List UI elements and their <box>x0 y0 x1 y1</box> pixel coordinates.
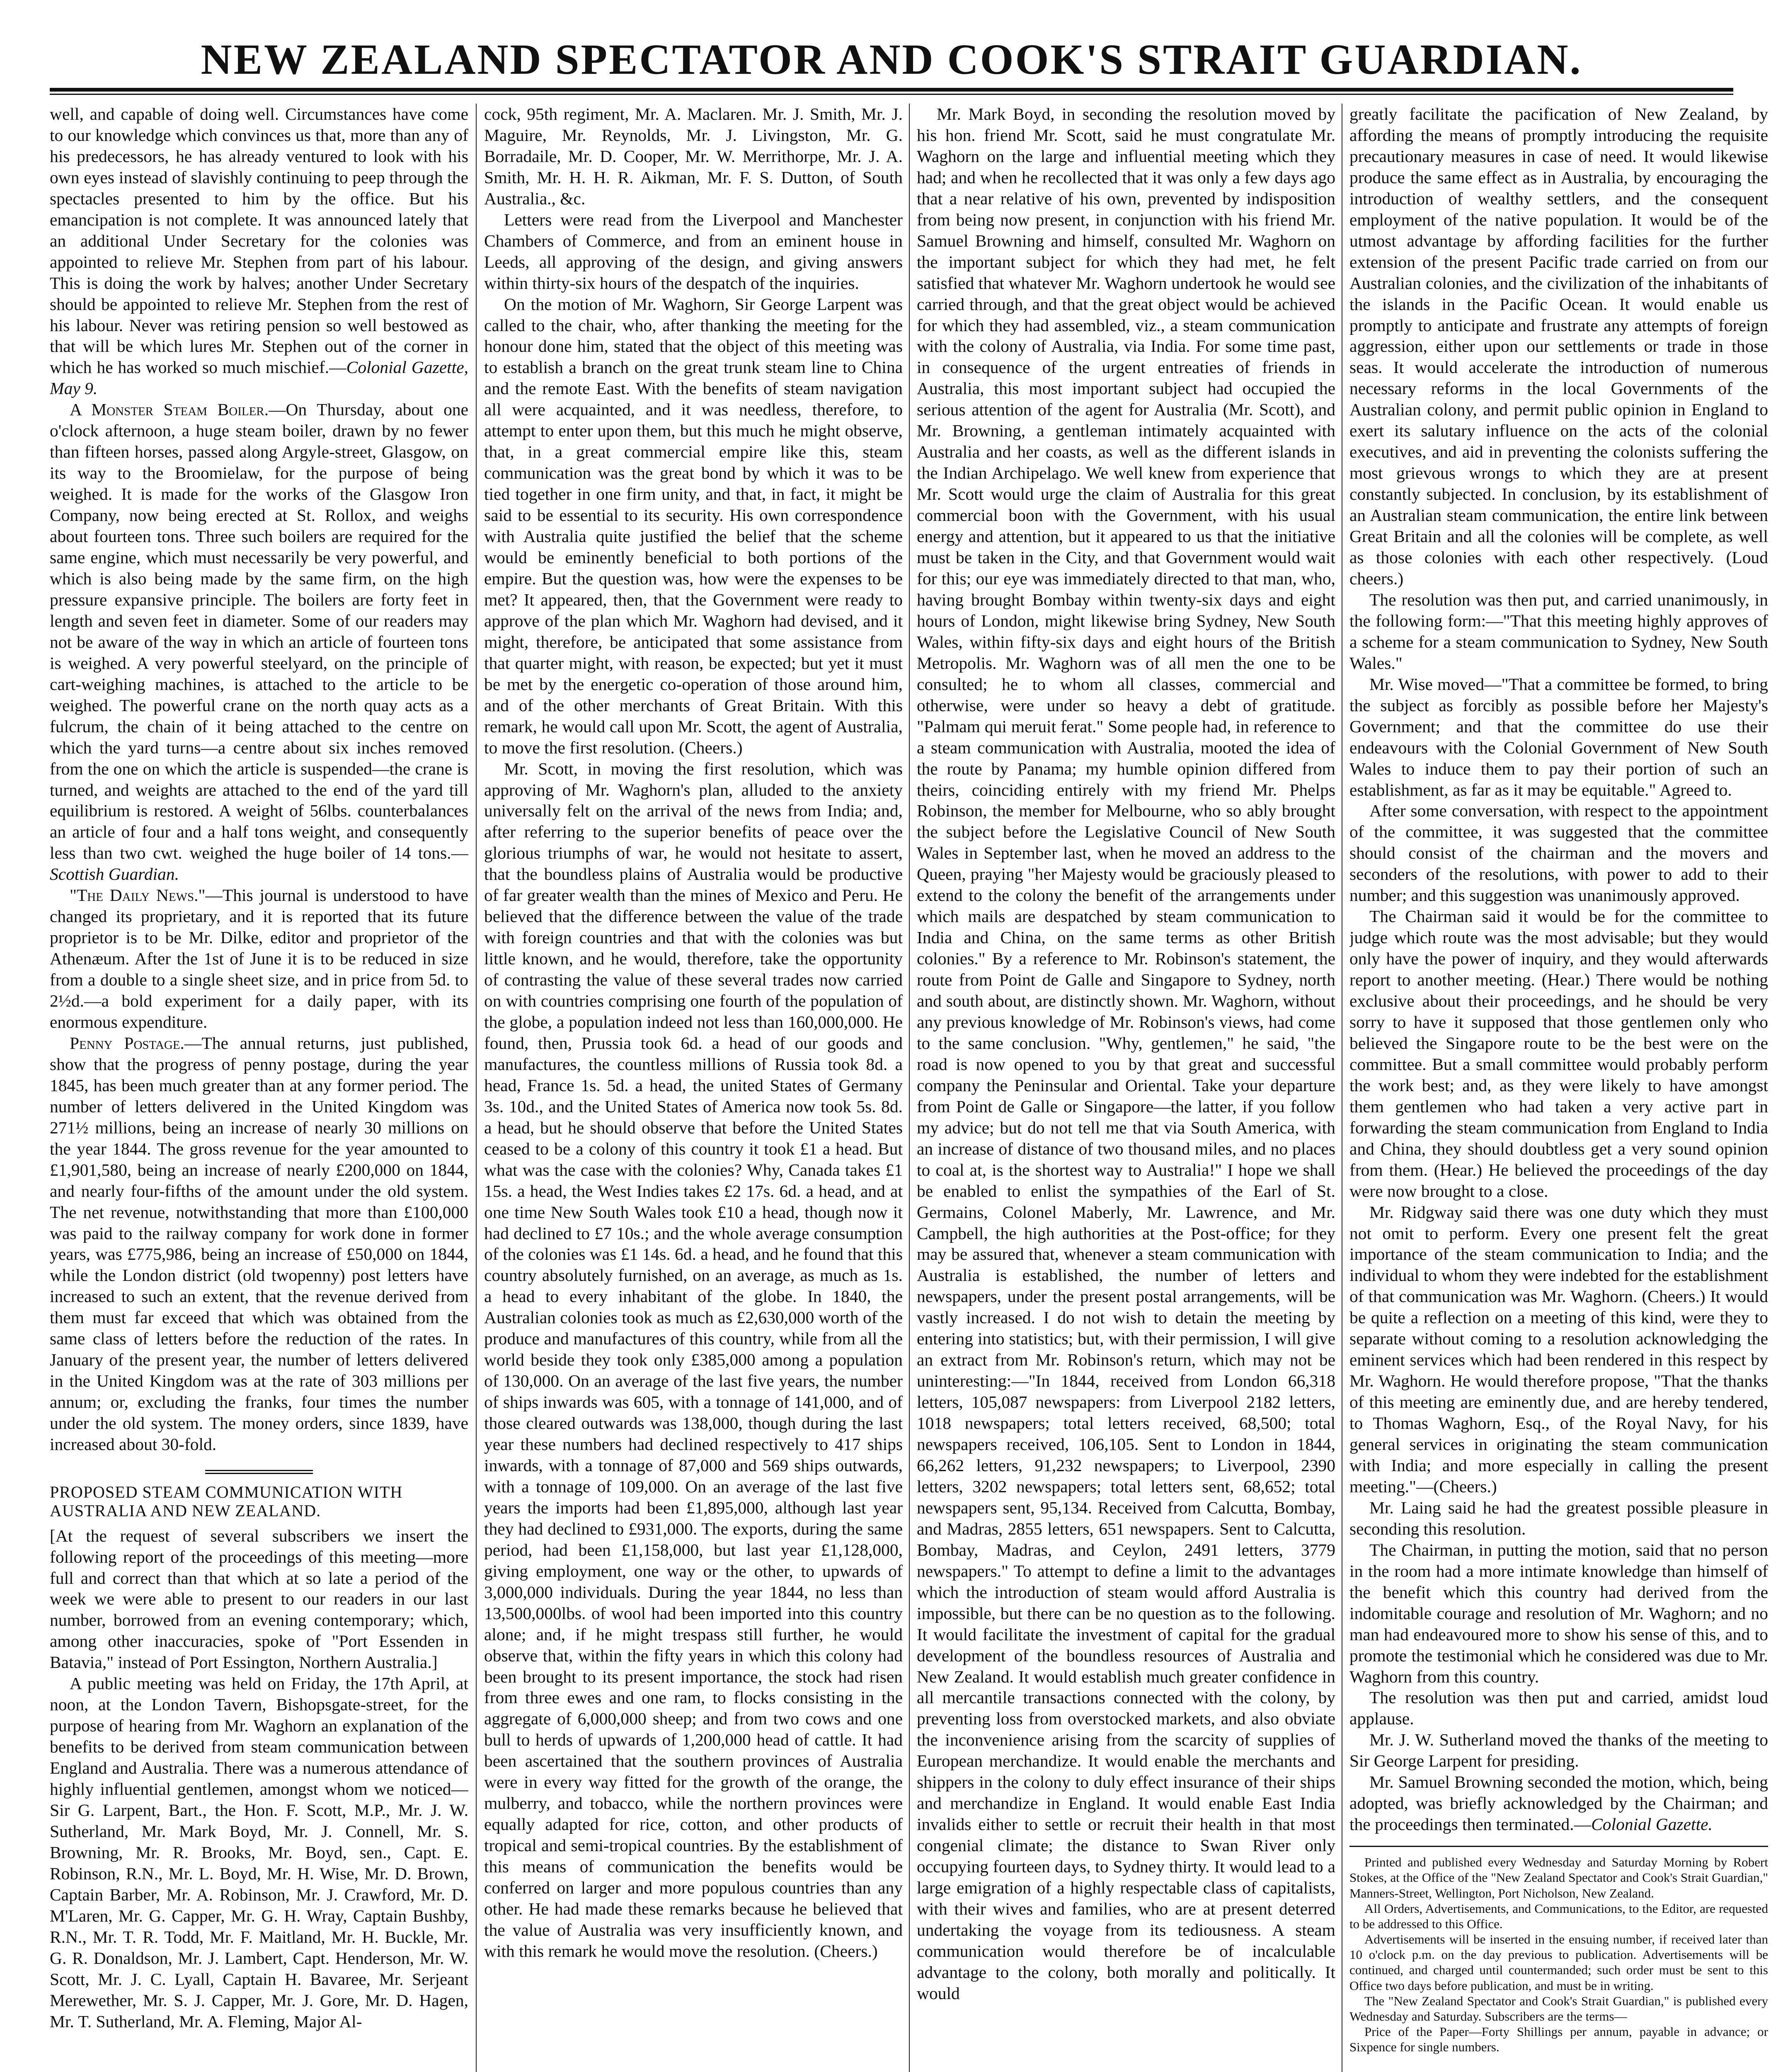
article-paragraph: Mr. Laing said he had the greatest possible pleasure in seconding this resolution. <box>1349 1498 1768 1538</box>
column-divider <box>909 104 910 2072</box>
source-credit: Scottish Guardian. <box>50 864 179 884</box>
masthead-rule-thin <box>50 94 1733 95</box>
masthead-rule-thick <box>50 88 1733 92</box>
column-3 <box>917 104 1335 2072</box>
masthead <box>0 0 1783 95</box>
article-paragraph: On the motion of Mr. Waghorn, Sir George Larpent was called to the chair, who, after thanking the meeting for the honour done him, stated that the object of this meeting was to establish a branch on the great trunk steam line to China and the remote East. With the benefits of steam navigation all were acquainted, and it was needless, therefore, to attempt to enter upon them, but this much he might observe, that, in a great commercial empire like this, steam communication was the great bond by which it was to be tied together in one firm unity, and that, in fact, it might be said to be essential to its security. His own correspondence with Australia quite justified the belief that the scheme would be eminently beneficial to both portions of the empire. But the question was, how were the expenses to be met? It appeared, then, that the Government were ready to approve of the plan which Mr. Waghorn had devised, and it might, therefore, be anticipated that some assistance from that quarter might, with reason, be expected; but yet it must be met by the energetic co-operation of those around him, and of the other merchants of Great Britain. With this remark, he would call upon Mr. Scott, the agent of Australia, to move the first resolution. (Cheers.) <box>484 294 903 757</box>
imprint-line: Advertisements will be inserted in the ensuing number, if received later than 10 o'clock p.m. on the day previous to publication. Advertisements will be continued, and charged until countermanded; such order must be sent to this Office two days before publication, and must be in writing. <box>1349 1932 1768 1993</box>
article-paragraph: Mr. J. W. Sutherland moved the thanks of the meeting to Sir George Larpent for presiding. <box>1349 1730 1768 1771</box>
article-paragraph: A Monster Steam Boiler.—On Thursday, about one o'clock afternoon, a huge steam boiler, drawn by no fewer than fifteen horses, passed along Argyle-street, Glasgow, on its way to the Broomielaw, for the purpose of being weighed. It is made for the works of the Glasgow Iron Company, now being erected at St. Rollox, and weighs about fourteen tons. Three such boilers are required for the same engine, which must necessarily be very powerful, and which is also being made by the same firm, on the high pressure expansive principle. The boilers are forty feet in length and seven feet in diameter. Some of our readers may not be aware of the way in which an article of fourteen tons is weighed. A very powerful steelyard, on the principle of cart-weighing machines, is attached to the article to be weighed. The powerful crane on the north quay acts as a fulcrum, the chain of it being attached to the centre on which the yard turns—a centre about six inches removed from the one on which the article is suspended—the crane is turned, and weights are attached to the end of the yard till equilibrium is restored. A weight of 56lbs. counterbalances an article of four and a half tons weight, and consequently less than two cwt. weighed the huge boiler of 14 tons.—Scottish Guardian. <box>50 400 468 884</box>
article-paragraph: Penny Postage.—The annual returns, just published, show that the progress of penny postage, during the year 1845, has been much greater than at any former period. The number of letters delivered in the United Kingdom was 271½ millions, being an increase of nearly 30 millions on the year 1844. The gross revenue for the year amounted to £1,901,580, being an increase of nearly £200,000 on 1844, and nearly four-fifths of the amount under the old system. The net revenue, notwithstanding that more than £100,000 was paid to the railway company for work done in former years, was £775,986, being an increase of £50,000 on 1844, while the London district (old twopenny) post letters have increased to such an extent, that the revenue derived from them must far exceed that which was obtained from the same class of letters before the reduction of the rates. In January of the present year, the number of letters delivered in the United Kingdom was at the rate of 303 millions per annum; or, excluding the franks, four times the number under the old system. The money orders, since 1839, have increased about 30-fold. <box>50 1033 468 1454</box>
article-paragraph: cock, 95th regiment, Mr. A. Maclaren. Mr. J. Smith, Mr. J. Maguire, Mr. Reynolds, Mr. J. Livingston, Mr. G. Borradaile, Mr. D. Cooper, Mr. W. Merrithorpe, Mr. J. A. Smith, Mr. H. H. R. Aikman, Mr. F. S. Dutton, of South Australia., &c. <box>484 104 903 208</box>
article-paragraph: The Chairman said it would be for the committee to judge which route was the most advisable; but they would only have the power of inquiry, and they would afterwards report to another meeting. (Hear.) There would be nothing exclusive about their proceedings, and he should be very sorry to have it supposed that those gentlemen only who believed the Singapore route to be the best were on the committee. But a small committee would probably perform the work best; and, as they were likely to have amongst them gentlemen who had taken a very active part in forwarding the steam communication from England to India and China, they should doubtless get a very sound opinion from them. (Hear.) He believed the proceedings of the day were now brought to a close. <box>1349 907 1768 1201</box>
article-paragraph: Mr. Ridgway said there was one duty which they must not omit to perform. Every one present felt the great importance of the steam communication to India; and the individual to whom they were indebted for the establishment of that communication was Mr. Waghorn. (Cheers.) It would be quite a reflection on a meeting of this kind, were they to separate without coming to a resolution acknowledging the eminent services which had been rendered in this respect by Mr. Waghorn. He would therefore propose, "That the thanks of this meeting are eminently due, and are hereby tendered, to Thomas Waghorn, Esq., of the Royal Navy, for his general services in originating the steam communication with India; and more especially in calling the present meeting."—(Cheers.) <box>1349 1202 1768 1496</box>
article-paragraph: "The Daily News."—This journal is understood to have changed its proprietary, and it is reported that its future proprietor is to be Mr. Dilke, editor and proprietor of the Athenæum. After the 1st of June it is to be reduced in size from a double to a single sheet size, and in price from 5d. to 2½d.—a bold experiment for a daily paper, with its enormous expenditure. <box>50 886 468 1031</box>
article-paragraph: The resolution was then put, and carried unanimously, in the following form:—"That this meeting highly approves of a scheme for a steam communication to Sydney, New South Wales." <box>1349 590 1768 673</box>
article-paragraph: Mr. Wise moved—"That a committee be formed, to bring the subject as forcibly as possible before her Majesty's Government; and that the committee do use their endeavours with the Colonial Government of New South Wales to induce them to pay their portion of such an establishment, as far as it may be equitable." Agreed to. <box>1349 674 1768 799</box>
section-rule <box>205 1470 313 1471</box>
column-1 <box>50 104 468 2072</box>
article-paragraph: greatly facilitate the pacification of New Zealand, by affording the means of promptly introducing the requisite precautionary measures in case of need. It would likewise produce the same effect as in Australia, by encouraging the introduction of wealthy settlers, and the consequent employment of the native population. It would be of the utmost advantage by affording facilities for the further extension of the present Pacific trade carried on from our Australian colonies, and the civilization of the inhabitants of the islands in the Pacific Ocean. It would enable us promptly to anticipate and frustrate any attempts of foreign aggression, either upon our settlements or trade in those seas. It would accelerate the introduction of numerous necessary reforms in the local Governments of the Australian colony, and permit public opinion in England to exert its salutary influence on the acts of the colonial executives, and aid in preventing the colonists suffering the most grievous wrongs to which they are at present constantly subjected. In conclusion, by its establishment of an Australian steam communication, the entire link between Great Britain and all the colonies will be complete, as well as those colonies with each other respectively. (Loud cheers.) <box>1349 104 1768 588</box>
article-paragraph: Letters were read from the Liverpool and Manchester Chambers of Commerce, and from an eminent house in Leeds, all approving of the design, and giving answers within thirty-six hours of the despatch of the inquiries. <box>484 210 903 293</box>
article-paragraph: The Chairman, in putting the motion, said that no person in the room had a more intimate knowledge than himself of the benefit which this country had derived from the indomitable courage and resolution of Mr. Waghorn; and no man had endeavoured more to show his sense of this, and to promote the testimonial which he considered was due to Mr. Waghorn from this country. <box>1349 1540 1768 1686</box>
imprint-line: The "New Zealand Spectator and Cook's Strait Guardian," is published every Wednesday and Saturday. Subscribers are the terms— <box>1349 1993 1768 2024</box>
imprint-line: Printed and published every Wednesday and Saturday Morning by Robert Stokes, at the Office of the "New Zealand Spectator and Cook's Strait Guardian," Manners-Street, Wellington, Port Nicholson, New Zealand. <box>1349 1855 1768 1900</box>
section-heading: PROPOSED STEAM COMMUNICATION WITH AUSTRALIA AND NEW ZEALAND. <box>50 1483 403 1520</box>
column-2 <box>484 104 903 2072</box>
column-4 <box>1349 104 1768 2072</box>
article-paragraph: well, and capable of doing well. Circumstances have come to our knowledge which convinces us that, more than any of his predecessors, he has already ventured to look with his own eyes instead of slavishly continuing to peep through the spectacles presented to him by the office. But his emancipation is not complete. It was announced lately that an additional Under Secretary for the colonies was appointed to relieve Mr. Stephen from part of his labour. This is doing the work by halves; another Under Secretary should be appointed to relieve Mr. Stephen from the rest of his labour. Never was retiring pension so well bestowed as that will be which lures Mr. Stephen out of the corner in which he has worked so much mischief.—Colonial Gazette, May 9. <box>50 104 468 398</box>
imprint-line: All Orders, Advertisements, and Communications, to the Editor, are requested to be addressed to this Office. <box>1349 1901 1768 1931</box>
article-paragraph: Mr. Scott, in moving the first resolution, which was approving of Mr. Waghorn's plan, alluded to the anxiety universally felt on the arrival of the news from India; and, after referring to the superior benefits of peace over the glorious triumphs of war, he would not hesitate to assert, that the boundless plains of Australia would be productive of far greater wealth than the mines of Mexico and Peru. He believed that the difference between the value of the trade with foreign countries and that with the colonies was but little known, and he would, therefore, take the opportunity of contrasting the value of these several trades now carried on with countries comprising one fourth of the population of the globe, a population indeed not less than 160,000,000. He found, then, Prussia took 6d. a head of our goods and manufactures, the countless millions of Russia took 8d. a head, France 1s. 5d. a head, the united States of Germany 3s. 10d., and the United States of America now took 5s. 8d. a head, but he should observe that before the United States ceased to be a colony of this country it took £1 a head. But what was the case with the colonies? Why, Canada takes £1 15s. a head, the West Indies takes £2 17s. 6d. a head, and at one time New South Wales took £10 a head, though now it had declined to £7 10s.; and the whole average consumption of the colonies was £1 14s. 6d. a head, and he found that this country absolutely furnished, on an average, as much as 1s. a head to every inhabitant of the globe. In 1840, the Australian colonies took as much as £2,630,000 worth of the produce and manufactures of this country, while from all the world beside they took only £385,000 among a population of 130,000. On an average of the last five years, the number of ships inwards was 605, with a tonnage of 141,000, and of those cleared outwards was 138,000, though during the last year these numbers had declined respectively to 417 ships inwards, with a tonnage of 87,000 and 569 ships outwards, with a tonnage of 109,000. On an average of the last five years the imports had been £1,895,000, although last year they had declined to £931,000. The exports, during the same period, had been £1,158,000, but last year £1,128,000, giving employment, one way or the other, to upwards of 3,000,000 individuals. During the year 1844, no less than 13,500,000lbs. of wool had been imported into this country alone; and, if he might trespass still further, he would observe that, within the fifty years in which this colony had been brought to its present importance, the stock had risen from three ewes and one ram, to flocks consisting in the aggregate of 6,000,000 sheep; and from two cows and one bull to herds of upwards of 1,200,000 head of cattle. It had been ascertained that the southern provinces of Australia were in every way fitted for the growth of the orange, the mulberry, and tobacco, while the northern provinces were equally adapted for rice, cotton, and other products of tropical and semi-tropical countries. By the establishment of this means of communication the benefits would be conferred on larger and more populous countries than any other. He had made these remarks because he believed that the value of Australia was very insufficiently known, and with this remark he would move the resolution. (Cheers.) <box>484 759 903 1961</box>
article-paragraph: The resolution was then put and carried, amidst loud applause. <box>1349 1688 1768 1728</box>
item-lead: "The Daily News." <box>70 886 206 905</box>
item-lead: Penny Postage. <box>70 1033 184 1053</box>
column-divider <box>476 104 477 2072</box>
item-lead: A Monster Steam Boiler. <box>70 400 269 419</box>
imprint-line: Price of the Paper—Forty Shillings per annum, payable in advance; or Sixpence for single numbers. <box>1349 2024 1768 2055</box>
article-paragraph: A public meeting was held on Friday, the 17th April, at noon, at the London Tavern, Bishopsgate-street, for the purpose of hearing from Mr. Waghorn an explanation of the benefits to be derived from steam communication between England and Australia. There was a numerous attendance of highly influential gentlemen, amongst whom we noticed—Sir G. Larpent, Bart., the Hon. F. Scott, M.P., Mr. J. W. Sutherland, Mr. Mark Boyd, Mr. J. Connell, Mr. S. Browning, Mr. R. Brooks, Mr. Boyd, sen., Capt. E. Robinson, R.N., Mr. L. Boyd, Mr. H. Wise, Mr. D. Brown, Captain Barber, Mr. A. Robinson, Mr. J. Crawford, Mr. D. M'Laren, Mr. G. Capper, Mr. G. H. Wray, Captain Bushby, R.N., Mr. T. R. Todd, Mr. F. Maitland, Mr. H. Buckle, Mr. G. R. Donaldson, Mr. J. Lambert, Capt. Henderson, Mr. W. Scott, Mr. J. C. Lyall, Captain H. Bavaree, Mr. Serjeant Merewether, Mr. S. J. Capper, Mr. J. Gore, Mr. D. Hagen, Mr. T. Sutherland, Mr. A. Fleming, Major Al- <box>50 1674 468 2031</box>
imprint-notice <box>1349 1846 1768 2055</box>
section-rule <box>205 1473 313 1474</box>
article-paragraph: Mr. Mark Boyd, in seconding the resolution moved by his hon. friend Mr. Scott, said he must congratulate Mr. Waghorn on the large and influential meeting which they had; and when he recollected that it was only a few days ago that a near relative of his own, prevented by indisposition from being now present, in conjunction with his friend Mr. Samuel Browning and himself, consulted Mr. Waghorn on the important subject for which they had met, he felt satisfied that whatever Mr. Waghorn undertook he would see carried through, and that the great object would be achieved for which they had assembled, viz., a steam communication with the colony of Australia, via India. For some time past, in consequence of the urgent entreaties of friends in Australia, this most important subject had occupied the serious attention of the agent for Australia (Mr. Scott), and Mr. Browning, a gentleman intimately acquainted with Australia and her coasts, as well as the different islands in the Indian Archipelago. We well knew from experience that Mr. Scott would urge the claim of Australia for this great commercial boon with the Government, with his usual energy and attention, but it appeared to us that the initiative must be taken in the City, and that Government would wait for this; our eye was immediately directed to that man, who, having brought Bombay within twenty-six days and eight hours of London, might likewise bring Sydney, New South Wales, within fifty-six days and eight hours of the British Metropolis. Mr. Waghorn was of all men the one to be consulted; he to whom all classes, commercial and otherwise, were under so heavy a debt of gratitude. "Palmam qui meruit ferat." Some people had, in reference to a steam communication with Australia, mooted the idea of the route by Panama; my humble opinion differed from theirs, coinciding entirely with my friend Mr. Phelps Robinson, the member for Melbourne, who so ably brought the subject before the Legislative Council of New South Wales in September last, when he moved an address to the Queen, praying "her Majesty would be graciously pleased to extend to the colony the benefit of the arrangements under which mails are despatched by steam communication to India and China, on the same terms as other British colonies." By a reference to Mr. Robinson's statement, the route from Point de Galle and Singapore to Sydney, north and south about, are distinctly shown. Mr. Waghorn, without any previous knowledge of Mr. Robinson's views, had come to the same conclusion. "Why, gentlemen," he said, "the road is now opened to you by that great and successful company the Peninsular and Oriental. Take your departure from Point de Galle or Singapore—the latter, if you follow my advice; but do not tell me that via South America, with an increase of distance of two thousand miles, and no places to coal at, is the shortest way to Australia!" I hope we shall be enabled to enlist the sympathies of the Earl of St. Germains, Colonel Maberly, Mr. Lawrence, and Mr. Campbell, the high authorities at the Post-office; for they may be assured that, whenever a steam communication with Australia is established, the number of letters and newspapers, under the present postal arrangements, will be vastly increased. I do not wish to detain the meeting by entering into statistics; but, with their permission, I will give an extract from Mr. Robinson's return, which may not be uninteresting:—"In 1844, received from London 66,318 letters, 105,087 newspapers: from Liverpool 2182 letters, 1018 newspapers; total letters received, 68,500; total newspapers received, 106,105. Sent to London in 1844, 66,262 letters, 91,232 newspapers; to Liverpool, 2390 letters, 3202 newspapers; total letters sent, 68,652; total newspapers sent, 95,134. Received from Calcutta, Bombay, and Madras, 2855 letters, 651 newspapers. Sent to Calcutta, Bombay, Madras, and Ceylon, 2491 letters, 3779 newspapers." To attempt to define a limit to the advantages which the introduction of steam would afford Australia is impossible, but there can be no question as to the following. It would facilitate the investment of capital for the gradual development of the boundless resources of Australia and New Zealand. It would establish much greater confidence in all mercantile transactions connected with the colony, by preventing loss from overstocked markets, and also obviate the inconvenience arising from the scarcity of supplies of European merchandize. It would enable the merchants and shippers in the colony to duly effect insurance of their ships and merchandize in England. It would enable East India invalids either to settle or recruit their health in that most congenial climate; the distance to Swan River only occupying fourteen days, to Sydney thirty. It would lead to a large emigration of a highly respectable class of capitalists, with their wives and families, who are at present deterred undertaking the voyage from its tediousness. A steam communication would therefore be of incalculable advantage to the colony, both morally and politically. It would <box>917 104 1335 2003</box>
source-credit: Colonial Gazette. <box>1591 1815 1713 1834</box>
article-paragraph: [At the request of several subscribers we insert the following report of the proceedings of this meeting—more full and correct than that which at so late a period of the week we were able to present to our readers in our last number, borrowed from an evening contemporary; which, among other inaccuracies, spoke of "Port Essenden in Batavia," instead of Port Essington, Northern Australia.] <box>50 1526 468 1672</box>
newspaper-title: NEW ZEALAND SPECTATOR AND COOK'S STRAIT GUARDIAN. <box>201 36 1582 83</box>
article-paragraph: Mr. Samuel Browning seconded the motion, which, being adopted, was briefly acknowledged by the Chairman; and the proceedings then terminated.—Colonial Gazette. <box>1349 1772 1768 1834</box>
source-credit: Colonial Gazette, May 9. <box>50 358 468 398</box>
article-paragraph: After some conversation, with respect to the appointment of the committee, it was suggested that the committee should consist of the chairman and the movers and seconders of the resolutions, with power to add to their number; and this suggestion was unanimously approved. <box>1349 801 1768 905</box>
